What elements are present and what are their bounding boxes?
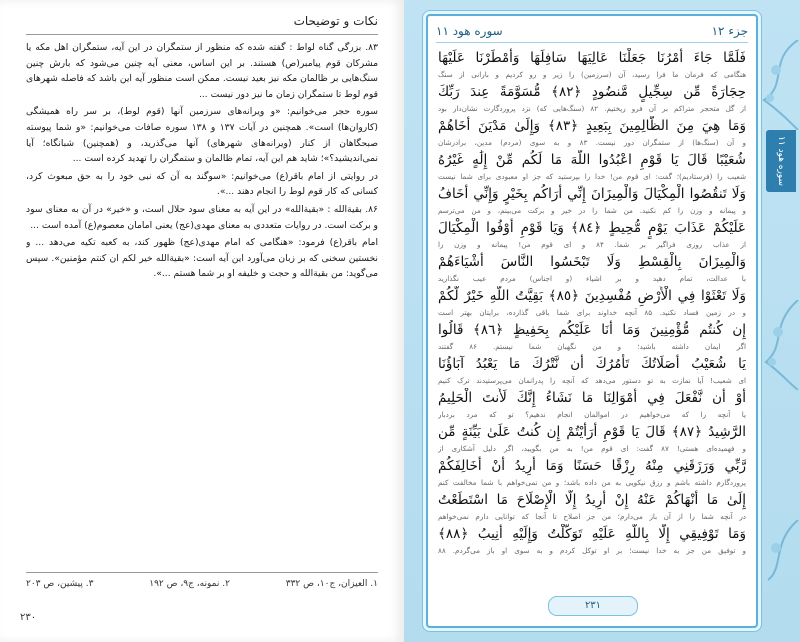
floral-ornament-icon <box>758 520 800 610</box>
commentary-paragraph-4: ۸۶. بقیةالله : «بقیةالله» در این آیه به معنای سود حلال است، و «خیر» در آن به معنای سود و برکت است. در روایات متعددی به معنای مهدی(عج) یعنی امامان معصوم(ع) آمده است ... <box>26 203 378 231</box>
quran-text-block <box>438 48 746 588</box>
juz-label: جزء ۱۲ <box>711 24 748 38</box>
translation-line: در آنچه شما را از آن باز می‌دارم؛ من جز اصلاح تا آنجا که توانایی دارم نمی‌خواهم <box>438 512 746 521</box>
translation-line: و در زمین فساد نکنید. ۸۵ آنچه خداوند برای شما باقی گذارده، برایتان بهتر است <box>438 308 746 317</box>
commentary-paragraph-2: سوره حجر می‌خوانیم: «و ویرانه‌های سرزمین آنها (قوم لوط)، بر سر راه همیشگی (کاروان‌ها) است». همچنین در آیات ۱۳۷ و ۱۳۸ سوره صافات می‌خوانیم: «و شما پیوسته صبحگاهان از کنار (ویرانه‌های شهرهای) آنها می‌گذرید، و (همچنین) شبانگاه؛ آیا نمی‌اندیشید؟»؛ شاید هم این آیه، تمام ظالمان و ستمگران را تهدید کرده است ... <box>26 106 378 165</box>
verse-line: أَوْ أَن نَّفْعَلَ فِي أَمْوَالِنَا مَا نَشَاءُ إِنَّكَ لَأَنتَ الْحَلِيمُ <box>438 390 746 406</box>
commentary-page-header <box>26 10 378 35</box>
translation-line: و آن (سنگ‌ها) از ستمگران دور نیست. ۸۳ و به سوی (مردم) مدین، برادرشان <box>438 138 746 147</box>
surah-bookmark-tab[interactable] <box>766 130 796 192</box>
footnotes <box>26 576 378 592</box>
footnote-1: ۱. العیزان، ج۱۰، ص ۳۳۲ <box>285 579 378 589</box>
footnote-3: ۳. پیشین، ص ۲۰۳ <box>26 579 94 589</box>
translation-line: ای شعیب! آیا نمازت به تو دستور می‌دهد که آنچه را پدرانمان می‌پرستیدند ترک کنیم <box>438 376 746 385</box>
verse-line: حِجَارَةً مِّن سِجِّيلٍ مَّنضُودٍ ﴿٨٢﴾ مُّسَوَّمَةً عِندَ رَبِّكَ <box>438 84 746 100</box>
translation-line: از عذاب روزی فراگیر بر شما. ۸۴ و ای قوم من! پیمانه و وزن را <box>438 240 746 249</box>
verse-line: وَمَا هِيَ مِنَ الظَّالِمِينَ بِبَعِيدٍ ﴿٨٣﴾ وَإِلَىٰ مَدْيَنَ أَخَاهُمْ <box>438 118 746 134</box>
verse-line: فَلَمَّا جَاءَ أَمْرُنَا جَعَلْنَا عَالِيَهَا سَافِلَهَا وَأَمْطَرْنَا عَلَيْهَا <box>438 50 746 66</box>
translation-line: با عدالت، تمام دهید و بر اشیاء (و اجناس) مردم عیب نگذارید <box>438 274 746 283</box>
translation-line: هنگامی که فرمان ما فرا رسید، آن (سرزمین) را زیر و رو کردیم و بارانی از سنگ <box>438 70 746 79</box>
commentary-paragraph-1: ۸۳. بزرگی گناه لواط : گفته شده که منظور از ستمگران در این آیه، ستمگران اهل مکه یا مشرکان قوم پیامبر(ص) هستند. بر این اساس، معنی آیه چنین می‌شود که بارش چنین سنگ‌هایی بر ظالمان مکه نیز بعید نیست. ممکن است منظور آیه این باشد که فاصله شهرهای قوم لوط تا ستمگران زمان ما نیز دور نیست ... <box>26 42 378 100</box>
translation-line: و توفیق من جز به خدا نیست؛ بر او توکل کردم و به سوی او باز می‌گردم. ۸۸ <box>438 546 746 555</box>
translation-line: یا آنچه را که می‌خواهیم در اموالمان انجام ندهیم؟ تو که مرد بردبار <box>438 410 746 419</box>
verse-line: رَّبِّي وَرَزَقَنِي مِنْهُ رِزْقًا حَسَنًا وَمَا أُرِيدُ أَنْ أُخَالِفَكُمْ <box>438 458 746 474</box>
commentary-title: نکات و توضیحات <box>293 14 378 28</box>
translation-line: از گل متحجر متراکم بر آن فرو ریختیم. ۸۲ (سنگ‌هایی که) نزد پروردگارت نشان‌دار بود <box>438 104 746 113</box>
translation-line: و پیمانه و وزن را کم نکنید. من شما را در خیر و برکت می‌بینم، و من می‌ترسم <box>438 206 746 215</box>
verse-line: عَلَيْكُمْ عَذَابَ يَوْمٍ مُّحِيطٍ ﴿٨٤﴾ وَيَا قَوْمِ أَوْفُوا الْمِكْيَالَ <box>438 220 746 236</box>
translation-line: اگر ایمان داشته باشید؛ و من نگهبان شما نیستم. ۸۶ گفتند <box>438 342 746 351</box>
translation-line: و فهمیده‌ای هستی! ۸۷ گفت: ای قوم من! به من بگویید، اگر دلیل آشکاری از <box>438 444 746 453</box>
commentary-paragraph-5: امام باقر(ع) فرمود: «هنگامی که امام مهدی(عج) ظهور کند، به کعبه تکیه می‌دهد ... و نخستین سخنی که بر زبان می‌آورد این آیه است: «بقیةالله خیر لکم ان کنتم مؤمنین». سپس می‌گوید: من بقیةالله و حجت و خلیفه او بر شما هستم ...». <box>26 237 378 280</box>
verse-line: وَالْمِيزَانَ بِالْقِسْطِ وَلَا تَبْخَسُوا النَّاسَ أَشْيَاءَهُمْ <box>438 254 746 270</box>
bookmark-label: سوره هود ۱۱ <box>776 135 786 187</box>
verse-line: الرَّشِيدُ ﴿٨٧﴾ قَالَ يَا قَوْمِ أَرَأَيْتُمْ إِن كُنتُ عَلَىٰ بَيِّنَةٍ مِّن <box>438 424 746 440</box>
verse-line: شُعَيْبًا قَالَ يَا قَوْمِ اعْبُدُوا اللَّهَ مَا لَكُم مِّنْ إِلَٰهٍ غَيْرُهُ <box>438 152 746 168</box>
footnote-divider <box>26 572 378 573</box>
quran-page <box>404 0 800 642</box>
floral-ornament-icon <box>758 40 800 130</box>
commentary-body <box>26 40 378 570</box>
verse-line: يَا شُعَيْبُ أَصَلَاتُكَ تَأْمُرُكَ أَن نَّتْرُكَ مَا يَعْبُدُ آبَاؤُنَا <box>438 356 746 372</box>
verse-line: إِن كُنتُم مُّؤْمِنِينَ وَمَا أَنَا عَلَيْكُم بِحَفِيظٍ ﴿٨٦﴾ قَالُوا <box>438 322 746 338</box>
translation-line: شعیب را (فرستادیم)؛ گفت: ای قوم من! خدا را بپرستید که جز او معبودی برای شما نیست <box>438 172 746 181</box>
verse-line: وَمَا تَوْفِيقِي إِلَّا بِاللَّهِ عَلَيْهِ تَوَكَّلْتُ وَإِلَيْهِ أُنِيبُ ﴿٨٨﴾ <box>438 526 746 542</box>
footnote-2: ۲. نمونه، ج۹، ص ۱۹۲ <box>149 579 230 589</box>
left-page-number: ۲۳۰ <box>20 612 37 623</box>
quran-text-frame <box>426 14 758 628</box>
floral-ornament-icon <box>758 300 800 390</box>
verse-line: وَلَا تَنقُصُوا الْمِكْيَالَ وَالْمِيزَانَ إِنِّي أَرَاكُم بِخَيْرٍ وَإِنِّي أَخَافُ <box>438 186 746 202</box>
translation-line: پروردگارم داشته باشم و رزق نیکویی به من داده باشد؛ و من نمی‌خواهم با شما مخالفت کنم <box>438 478 746 487</box>
verse-line: إِلَىٰ مَا أَنْهَاكُمْ عَنْهُ إِنْ أُرِيدُ إِلَّا الْإِصْلَاحَ مَا اسْتَطَعْتُ <box>438 492 746 508</box>
verse-line: وَلَا تَعْثَوْا فِي الْأَرْضِ مُفْسِدِينَ ﴿٨٥﴾ بَقِيَّتُ اللَّهِ خَيْرٌ لَّكُمْ <box>438 288 746 304</box>
surah-label: سوره هود ۱۱ <box>436 24 503 38</box>
quran-page-header <box>436 20 748 43</box>
commentary-paragraph-3: در روایتی از امام باقر(ع) می‌خوانیم: «سوگند به آن که نبی خود را به حق مبعوث کرد، کسانی که کار قوم لوط را انجام دهند ...». <box>26 170 378 198</box>
right-page-number: ۲۳۱ <box>548 596 638 616</box>
